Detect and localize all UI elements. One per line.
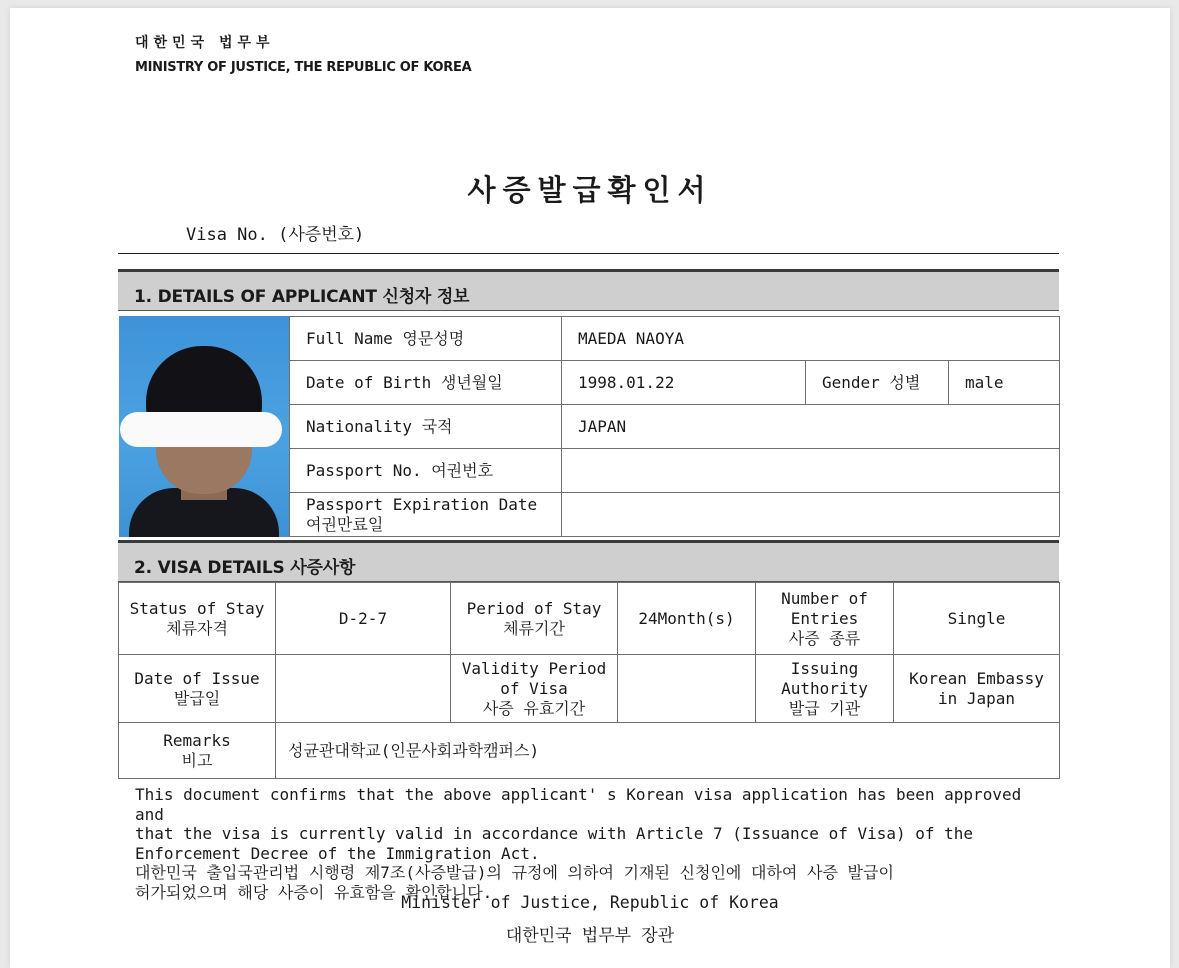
issuing-authority-value [894, 655, 1060, 723]
date-of-issue-label [119, 655, 276, 723]
number-of-entries-label [756, 583, 894, 655]
ministry-name-english: MINISTRY OF JUSTICE, THE REPUBLIC OF KOREA [135, 60, 472, 75]
status-of-stay-label-ko: 체류자격 [166, 618, 228, 638]
number-of-entries-label-en2: Entries [790, 608, 859, 628]
remarks-value: 성균관대학교(인문사회과학캠퍼스) [276, 723, 1060, 779]
table-row [290, 317, 1060, 361]
statement-ko-line-1: 대한민국 출입국관리법 시행령 제7조(사증발급)의 규정에 의하여 기재된 신청인에 대하여 사증 발급이 [135, 863, 894, 882]
applicant-details-table [289, 316, 1060, 537]
table-row [119, 583, 1060, 655]
confirmation-statement [135, 785, 1055, 902]
gender-label: Gender 성별 [806, 361, 949, 405]
nationality-value: JAPAN [562, 405, 1060, 449]
issuing-authority-label-en2: Authority [781, 678, 868, 698]
passport-expiration-label-ko: 여권만료일 [306, 514, 384, 534]
table-row [119, 655, 1060, 723]
date-of-birth-value: 1998.01.22 [562, 361, 806, 405]
statement-en-line-1: This document confirms that the above applicant' s Korean visa application has been approved and [135, 785, 1022, 824]
section-applicant-header [118, 269, 1059, 311]
table-row [290, 405, 1060, 449]
issuing-authority-label-ko: 발급 기관 [788, 698, 861, 718]
date-of-issue-label-ko: 발급일 [173, 688, 221, 708]
signature-korean: 대한민국 법무부 장관 [505, 926, 675, 946]
full-name-label: Full Name 영문성명 [290, 317, 562, 361]
remarks-label-en: Remarks [163, 730, 231, 750]
period-of-stay-value: 24Month(s) [618, 583, 756, 655]
issuing-authority-label-en1: Issuing [790, 658, 859, 678]
validity-period-label-ko: 사증 유효기간 [482, 698, 586, 718]
period-of-stay-label-ko: 체류기간 [503, 618, 565, 638]
issuing-authority-label [756, 655, 894, 723]
period-of-stay-label-en: Period of Stay [466, 598, 602, 618]
ministry-name-korean: 대한민국 법무부 [135, 35, 275, 51]
status-of-stay-label [119, 583, 276, 655]
section-applicant-title: 1. DETAILS OF APPLICANT 신청자 정보 [134, 287, 470, 307]
full-name-value: MAEDA NAOYA [562, 317, 1060, 361]
remarks-label-ko: 비고 [181, 750, 213, 770]
validity-period-value [618, 655, 756, 723]
date-of-birth-label: Date of Birth 생년월일 [290, 361, 562, 405]
table-row [290, 449, 1060, 493]
status-of-stay-label-en: Status of Stay [129, 598, 265, 618]
statement-en-line-2: that the visa is currently valid in accordance with Article 7 (Issuance of Visa) of the [135, 824, 974, 843]
statement-ko-line-2: 허가되었으며 해당 사증이 유효함을 확인합니다. [135, 882, 493, 902]
date-of-issue-label-en: Date of Issue [134, 668, 260, 688]
number-of-entries-label-ko: 사증 종류 [788, 628, 861, 648]
period-of-stay-label [451, 583, 618, 655]
visa-details-table [118, 582, 1060, 779]
passport-number-label: Passport No. 여권번호 [290, 449, 562, 493]
nationality-label: Nationality 국적 [290, 405, 562, 449]
issuing-authority-value-line1: Korean Embassy [909, 668, 1044, 688]
document-page [10, 8, 1170, 968]
statement-en-line-3: Enforcement Decree of the Immigration Act. [135, 843, 540, 863]
passport-expiration-label-en: Passport Expiration Date [306, 494, 538, 514]
validity-period-label [451, 655, 618, 723]
table-row [290, 361, 1060, 405]
gender-value: male [949, 361, 1060, 405]
section-visa-title: 2. VISA DETAILS 사증사항 [134, 558, 356, 578]
passport-number-value [562, 449, 1060, 493]
issuing-authority-value-line2: in Japan [937, 688, 1016, 708]
table-row [119, 723, 1060, 779]
section-visa-header [118, 540, 1059, 582]
table-row [290, 493, 1060, 537]
passport-expiration-value [562, 493, 1060, 537]
remarks-label [119, 723, 276, 779]
passport-expiration-label [290, 493, 562, 537]
visa-number-label: Visa No. (사증번호) [186, 225, 365, 245]
date-of-issue-value [276, 655, 451, 723]
number-of-entries-value: Single [894, 583, 1060, 655]
status-of-stay-value: D-2-7 [276, 583, 451, 655]
validity-period-label-en2: of Visa [500, 678, 568, 698]
title-divider [118, 253, 1059, 254]
validity-period-label-en1: Validity Period [461, 658, 607, 678]
document-title: 사증발급확인서 [467, 173, 713, 207]
number-of-entries-label-en1: Number of [781, 588, 868, 608]
photo-redaction-bar [120, 412, 282, 447]
signature-english: Minister of Justice, Republic of Korea [401, 893, 779, 912]
applicant-photo [119, 316, 289, 537]
